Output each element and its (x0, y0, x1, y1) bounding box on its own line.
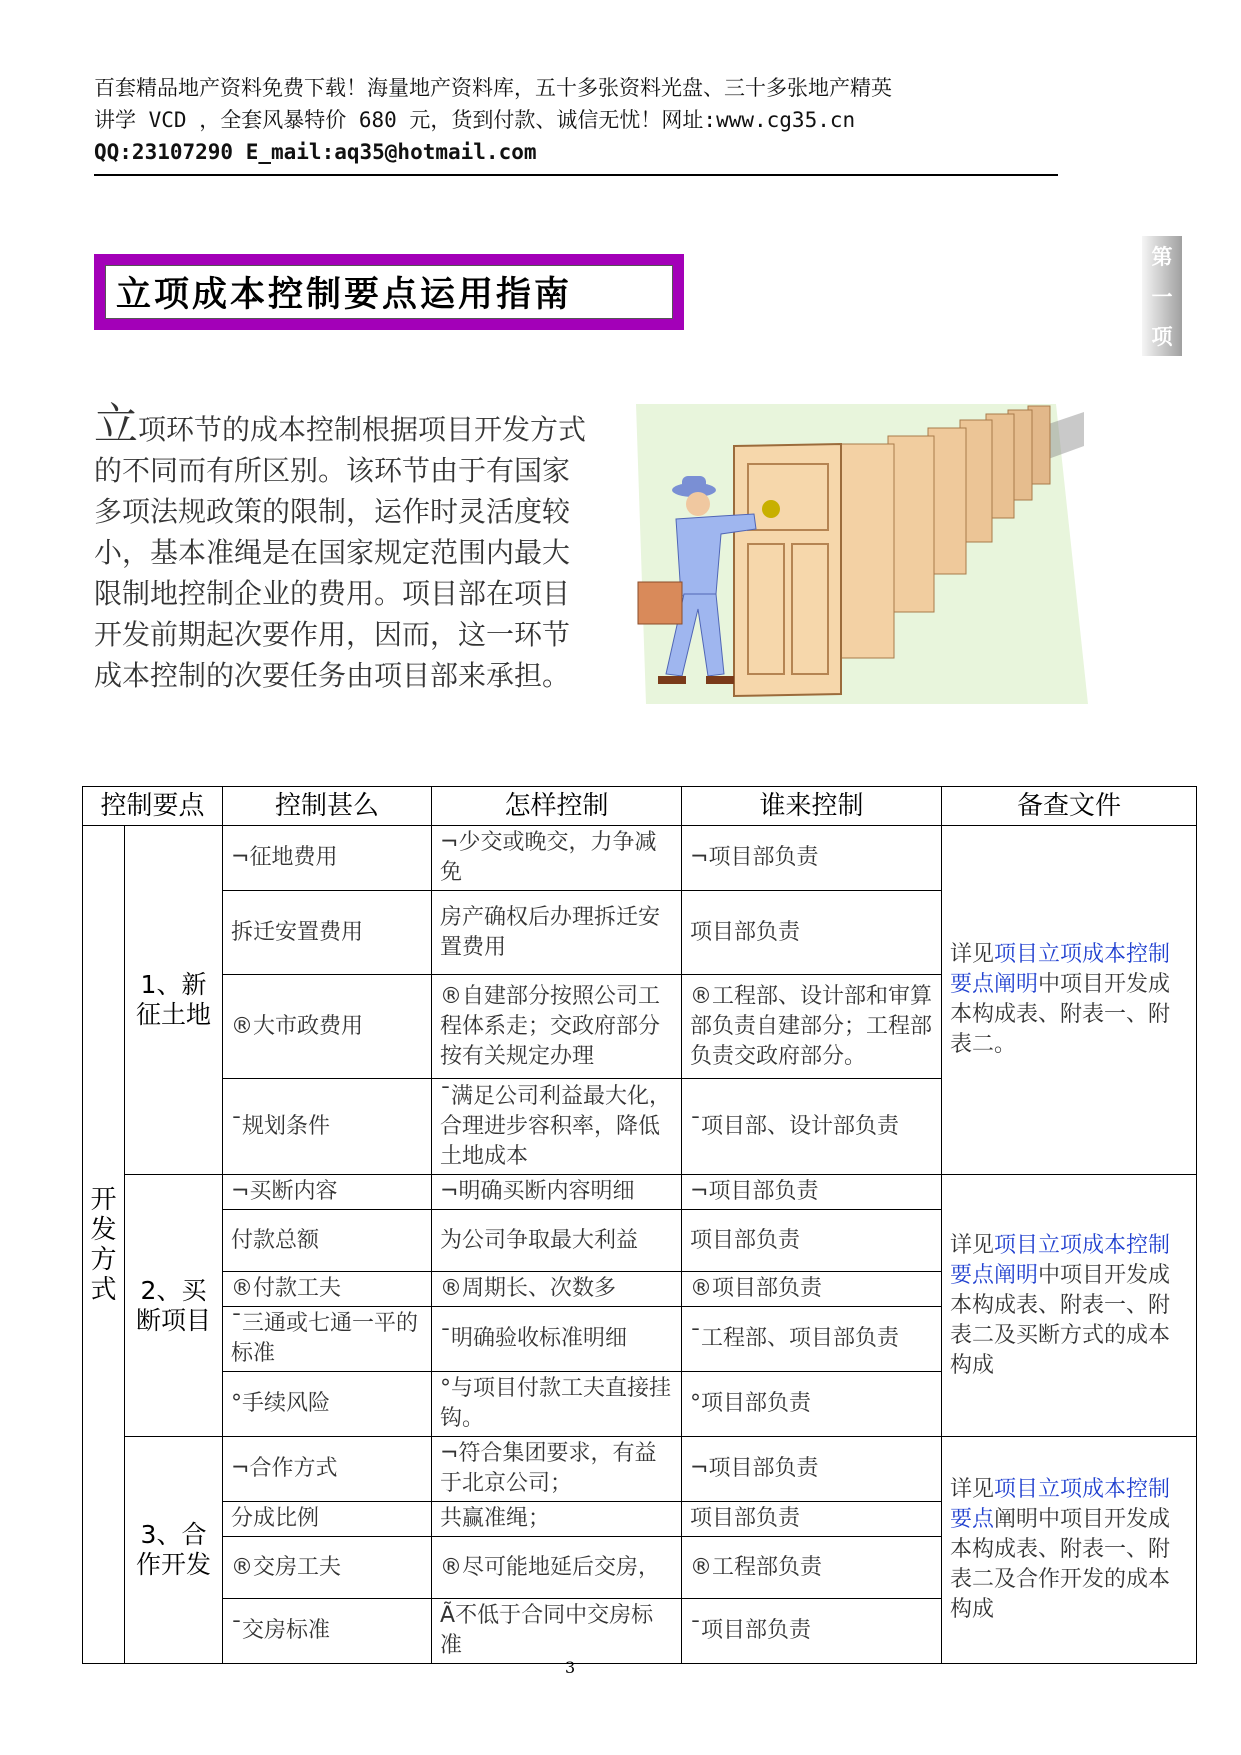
header-line-1: 百套精品地产资料免费下载！海量地产资料库，五十多张资料光盘、三十多张地产精英 (94, 76, 892, 100)
page-header (94, 72, 1054, 168)
what-cell: ¬买断内容 (223, 1175, 432, 1210)
header-cell: 控制要点 (83, 787, 223, 826)
what-cell: 付款总额 (223, 1210, 432, 1272)
how-cell: Ã不低于合同中交房标准 (432, 1599, 682, 1664)
what-cell: 分成比例 (223, 1502, 432, 1537)
who-cell: ¬项目部负责 (682, 1175, 942, 1210)
cost-control-table (82, 786, 1197, 1664)
who-cell: ¯项目部、设计部负责 (682, 1079, 942, 1175)
who-cell: ¯项目部负责 (682, 1599, 942, 1664)
section-tab-char: 第 (1151, 245, 1173, 269)
what-cell: ®大市政费用 (223, 975, 432, 1079)
what-cell: ¬合作方式 (223, 1437, 432, 1502)
table-row (83, 826, 1197, 891)
how-cell: 共赢准绳； (432, 1502, 682, 1537)
group-cell: 2、买断项目 (125, 1175, 223, 1437)
group-cell: 3、合作开发 (125, 1437, 223, 1664)
reference-text: 详见 (950, 1232, 995, 1258)
reference-text: 详见 (950, 942, 995, 967)
intro-dropcap: 立 (94, 399, 138, 450)
reference-text: 阐明中项目开发成本构成表、附表一、附表二及合作开发的成本构成 (950, 1507, 1171, 1622)
header-divider (94, 174, 1058, 176)
intro-paragraph (94, 399, 587, 696)
who-cell: 项目部负责 (682, 1502, 942, 1537)
what-cell: ¯三通或七通一平的标准 (223, 1307, 432, 1372)
who-cell: ®工程部、设计部和审算部负责自建部分；工程部负责交政府部分。 (682, 975, 942, 1079)
table-header-row (83, 787, 1197, 826)
header-line-2: 讲学 VCD ，全套风暴特价 680 元，货到付款、诚信无忧！网址:www.cg35.cn (94, 108, 856, 132)
what-cell: ®付款工夫 (223, 1272, 432, 1307)
table-row (83, 1175, 1197, 1210)
category-label: 开发方式 (90, 1184, 117, 1305)
reference-cell (942, 826, 1197, 1175)
page-number: 3 (565, 1658, 576, 1677)
who-cell: ®工程部负责 (682, 1537, 942, 1599)
who-cell: 项目部负责 (682, 1210, 942, 1272)
who-cell: 项目部负责 (682, 891, 942, 975)
what-cell: °手续风险 (223, 1372, 432, 1437)
section-tab-char: 项 (1151, 325, 1173, 349)
reference-link[interactable]: 项目立项成本控制要点阐明 (950, 942, 1171, 997)
section-tab-char: 一 (1151, 285, 1173, 309)
how-cell: 为公司争取最大利益 (432, 1210, 682, 1272)
group-cell: 1、新征土地 (125, 826, 223, 1175)
what-cell: 拆迁安置费用 (223, 891, 432, 975)
header-line-3: QQ:23107290 E_mail:aq35@hotmail.com (94, 140, 537, 164)
reference-text: 中项目开发成本构成表、附表一、附表二及买断方式的成本构成 (950, 1262, 1171, 1378)
title-box (94, 254, 684, 330)
reference-cell (942, 1437, 1197, 1664)
reference-text: 详见 (950, 1477, 995, 1502)
how-cell: ¬少交或晚交，力争减免 (432, 826, 682, 891)
reference-link[interactable]: 项目立项成本控制要点 (950, 1477, 1171, 1532)
header-cell: 谁来控制 (682, 787, 942, 826)
reference-cell (942, 1175, 1197, 1437)
how-cell: ¯满足公司利益最大化，合理进步容积率，降低土地成本 (432, 1079, 682, 1175)
how-cell: °与项目付款工夫直接挂钩。 (432, 1372, 682, 1437)
section-tab (1142, 236, 1182, 356)
who-cell: ¬项目部负责 (682, 1437, 942, 1502)
header-cell: 备查文件 (942, 787, 1197, 826)
what-cell: ¯交房标准 (223, 1599, 432, 1664)
how-cell: ¯明确验收标准明细 (432, 1307, 682, 1372)
how-cell: ¬明确买断内容明细 (432, 1175, 682, 1210)
who-cell: ¬项目部负责 (682, 826, 942, 891)
who-cell: °项目部负责 (682, 1372, 942, 1437)
page-title: 立项成本控制要点运用指南 (105, 265, 673, 319)
who-cell: ¯工程部、项目部负责 (682, 1307, 942, 1372)
how-cell: ®尽可能地延后交房， (432, 1537, 682, 1599)
what-cell: ¯规划条件 (223, 1079, 432, 1175)
how-cell: ®周期长、次数多 (432, 1272, 682, 1307)
who-cell: ®项目部负责 (682, 1272, 942, 1307)
doors-illustration (636, 404, 1088, 704)
reference-link[interactable]: 项目立项成本控制要点阐明 (950, 1232, 1171, 1288)
intro-text: 项环节的成本控制根据项目开发方式的不同而有所区别。该环节由于有国家多项法规政策的限制，运作时灵活度较小，基本准绳是在国家规定范围内最大限制地控制企业的费用。项目部在项目开发前期起次要作用，因而，这一环节成本控制的次要任务由项目部来承担。 (94, 413, 587, 692)
how-cell: ®自建部分按照公司工程体系走；交政府部分按有关规定办理 (432, 975, 682, 1079)
how-cell: ¬符合集团要求，有益于北京公司； (432, 1437, 682, 1502)
what-cell: ¬征地费用 (223, 826, 432, 891)
what-cell: ®交房工夫 (223, 1537, 432, 1599)
how-cell: 房产确权后办理拆迁安置费用 (432, 891, 682, 975)
category-cell (83, 826, 125, 1664)
header-cell: 控制甚么 (223, 787, 432, 826)
reference-text: 中项目开发成本构成表、附表一、附表二。 (950, 972, 1171, 1057)
header-cell: 怎样控制 (432, 787, 682, 826)
table-row (83, 1437, 1197, 1502)
